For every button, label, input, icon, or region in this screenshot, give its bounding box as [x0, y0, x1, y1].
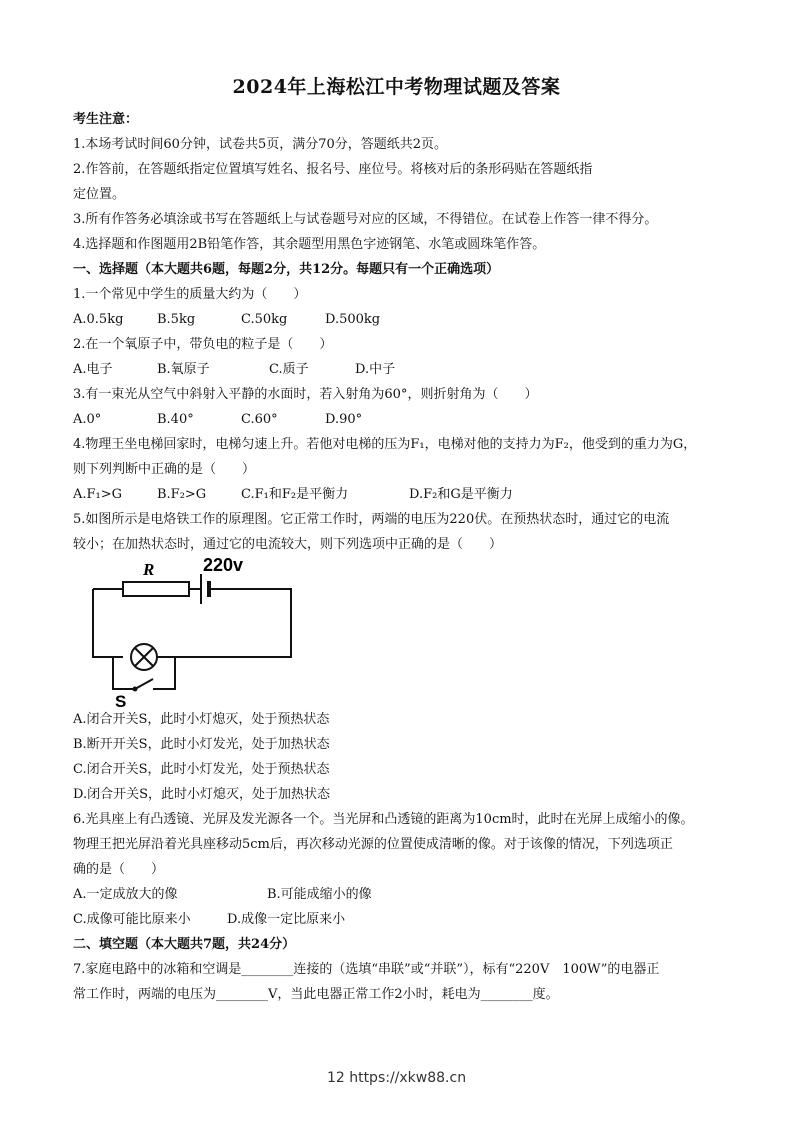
option: B.氧原子	[157, 362, 210, 377]
q6-options	[73, 907, 733, 932]
q4-options	[73, 482, 733, 507]
q2-options	[73, 357, 733, 382]
q1-stem: 1.一个常见中学生的质量大约为（ ）	[73, 287, 307, 302]
q6-stem: 物理王把光屏沿着光具座移动5cm后，再次移动光源的位置使成清晰的像。对于该像的情况，下列选项正	[73, 837, 673, 852]
q7-line: 常工作时，两端的电压为________V，当此电器正常工作2小时，耗电为________度。	[73, 987, 559, 1002]
wire	[93, 589, 291, 657]
notice-item: 3.所有作答务必填涂或书写在答题纸上与试卷题号对应的区域，不得错位。在试卷上作答一律不得分。	[73, 212, 658, 227]
q3-stem: 3.有一束光从空气中斜射入平静的水面时，若入射角为60°，则折射角为（ ）	[73, 387, 538, 402]
option: C.50kg	[241, 312, 288, 327]
option: A.F₁>G	[73, 487, 123, 502]
q4-stem: 则下列判断中正确的是（ ）	[73, 462, 256, 477]
wire	[113, 657, 133, 689]
q6-stem: 确的是（ ）	[73, 862, 165, 877]
resistor	[123, 582, 189, 596]
page-footer: 12 https://xkw88.cn	[326, 1070, 467, 1086]
q5-option: B.断开开关S，此时小灯发光，处于加热状态	[73, 737, 330, 752]
option: C.质子	[269, 362, 309, 377]
option: D.中子	[355, 362, 396, 377]
q5-stem: 5.如图所示是电烙铁工作的原理图。它正常工作时，两端的电压为220伏。在预热状态时，通过它的电流	[73, 512, 670, 527]
q5-option: A.闭合开关S，此时小灯熄灭，处于预热状态	[73, 712, 330, 727]
switch-label: S	[115, 692, 127, 707]
section1-heading: 一、选择题（本大题共6题，每题2分，共12分。每题只有一个正确选项）	[73, 262, 500, 277]
notice-item: 定位置。	[73, 187, 126, 202]
resistor-label: R	[143, 560, 155, 579]
circuit-svg	[83, 557, 323, 707]
exam-content	[73, 107, 733, 1007]
section2-heading: 二、填空题（本大题共7题，共24分）	[73, 937, 296, 952]
page-title: 2024年上海松江中考物理试题及答案	[232, 76, 561, 98]
notice-item: 2.作答前，在答题纸指定位置填写姓名、报名号、座位号。将核对后的条形码贴在答题纸指	[73, 162, 593, 177]
notice-item: 1.本场考试时间60分钟，试卷共5页，满分70分，答题纸共2页。	[73, 137, 448, 152]
option: B.40°	[157, 412, 194, 427]
q5-stem: 较小；在加热状态时，通过它的电流较大，则下列选项中正确的是（ ）	[73, 537, 503, 552]
option: B.可能成缩小的像	[267, 887, 372, 902]
voltage-label: 220v	[203, 557, 244, 575]
option: D.500kg	[325, 312, 381, 327]
notice-item: 4.选择题和作图题用2B铅笔作答，其余题型用黑色字迹钢笔、水笔或圆珠笔作答。	[73, 237, 546, 252]
notice-heading: 考生注意：	[73, 112, 139, 127]
option: B.5kg	[157, 312, 196, 327]
q6-stem: 6.光具座上有凸透镜、光屏及发光源各一个。当光屏和凸透镜的距离为10cm时，此时在光屏上成缩小的像。	[73, 812, 694, 827]
q3-options	[73, 407, 733, 432]
option: A.电子	[73, 362, 113, 377]
circuit-diagram	[73, 557, 733, 707]
switch-lever	[135, 679, 153, 689]
option: D.F₂和G是平衡力	[409, 487, 513, 502]
option: C.60°	[241, 412, 278, 427]
option: A.一定成放大的像	[73, 887, 178, 902]
q4-stem: 4.物理王坐电梯回家时，电梯匀速上升。若他对电梯的压为F₁，电梯对他的支持力为F₂，他受到的重力为G，	[73, 437, 697, 452]
option: A.0°	[73, 412, 102, 427]
q7-line: 7.家庭电路中的冰箱和空调是________连接的（选填“串联”或“并联”），标有“220V 100W”的电器正	[73, 962, 660, 977]
q2-stem: 2.在一个氧原子中，带负电的粒子是（ ）	[73, 337, 333, 352]
option: D.90°	[325, 412, 363, 427]
option: D.成像一定比原来小	[227, 912, 346, 927]
option: C.成像可能比原来小	[73, 912, 191, 927]
option: A.0.5kg	[73, 312, 124, 327]
q5-option: D.闭合开关S，此时小灯熄灭，处于加热状态	[73, 787, 330, 802]
option: B.F₂>G	[157, 487, 207, 502]
q6-options	[73, 882, 733, 907]
option: C.F₁和F₂是平衡力	[241, 487, 349, 502]
q1-options	[73, 307, 733, 332]
wire	[93, 589, 123, 657]
q5-option: C.闭合开关S，此时小灯发光，处于预热状态	[73, 762, 330, 777]
